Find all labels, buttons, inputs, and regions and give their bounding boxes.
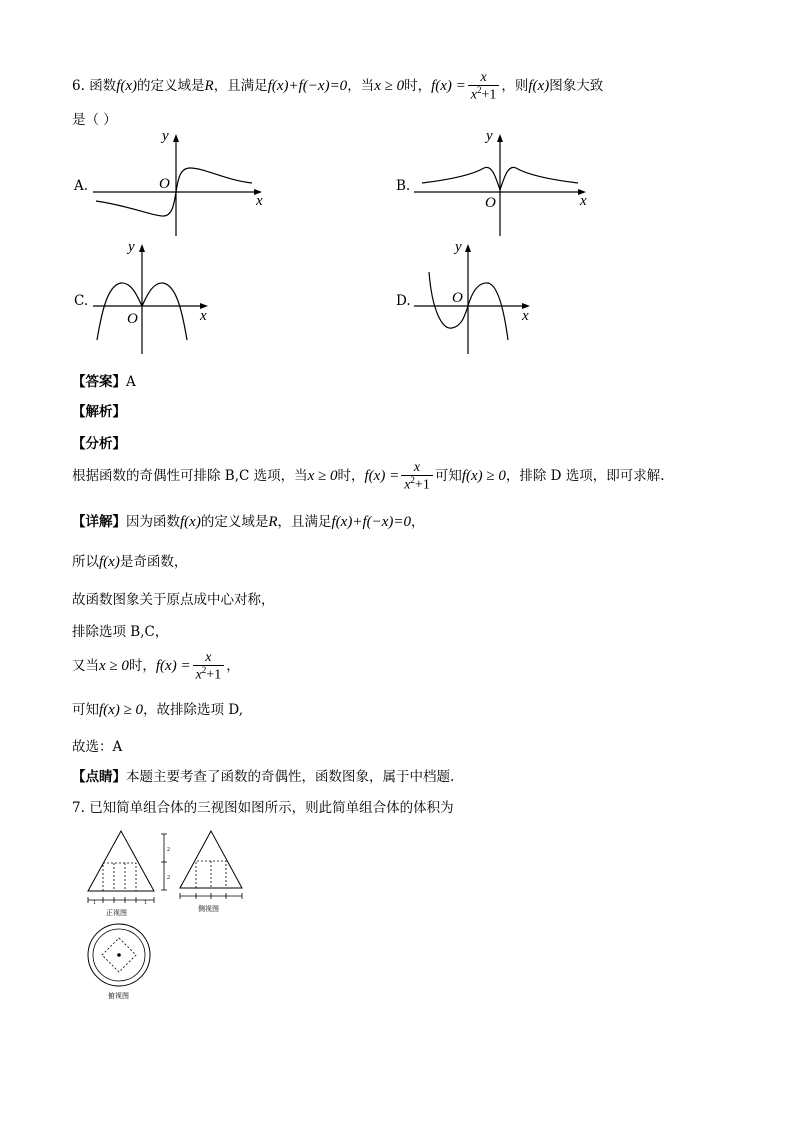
detail-text: 时，: [128, 658, 156, 675]
fraction: [193, 650, 225, 683]
detail-text: 的定义域是: [200, 514, 269, 530]
detail-line-2: [72, 550, 187, 571]
side-triangle: [180, 831, 242, 888]
detail-label: 【详解】: [72, 514, 126, 530]
detail-text: 是奇函数，: [119, 554, 188, 570]
detail-text: ，故排除选项 D,: [143, 702, 243, 718]
den-exp: 2: [410, 475, 415, 486]
fx-lhs: f(x) =: [431, 78, 466, 95]
option-c-label: C.: [74, 293, 89, 309]
y-axis-arrow: [497, 134, 503, 142]
stem-text: 函数: [89, 78, 117, 95]
answer-value: A: [126, 374, 136, 390]
option-d-label: D.: [396, 293, 411, 309]
fraction-numerator: x: [401, 460, 433, 476]
comment-line: [72, 765, 454, 785]
origin-label: O: [127, 311, 138, 327]
dim-label: 1: [93, 900, 96, 906]
function-name: f(x): [180, 514, 201, 530]
den-rest: +1: [481, 88, 497, 104]
y-label: y: [162, 128, 169, 144]
graph-c: [90, 240, 220, 360]
origin-label: O: [485, 195, 496, 211]
height-dimension: [158, 832, 174, 892]
y-axis-arrow: [173, 134, 179, 142]
x-condition: x ≥ 0: [99, 658, 129, 675]
option-b-label: B.: [396, 178, 411, 194]
comment-text: 本题主要考查了函数的奇偶性，函数图象，属于中档题.: [126, 769, 455, 785]
y-label: y: [486, 128, 493, 144]
detail-line-1: [72, 510, 425, 531]
function-name: f(x): [116, 78, 138, 95]
analysis-text: 可知: [434, 468, 462, 485]
graph-d: [412, 240, 542, 360]
function-name: f(x): [99, 554, 120, 570]
stem-text: 图象大致: [549, 78, 604, 95]
odd-condition: f(x)+f(−x)=0: [331, 514, 411, 530]
analysis-text: 时，: [337, 468, 365, 485]
den-x: x: [195, 668, 202, 684]
dim-label: 1: [144, 900, 147, 906]
answer-line: [72, 370, 136, 390]
den-rest: +1: [414, 478, 430, 494]
detail-line-6: [72, 698, 243, 719]
fraction-denominator: [401, 476, 433, 493]
front-triangle: [88, 831, 154, 891]
detail-text: 所以: [72, 554, 99, 570]
stem-text: ，且满足: [213, 78, 268, 95]
y-axis-arrow: [139, 244, 145, 252]
detail-line-5: [72, 650, 240, 683]
analysis-line: [72, 460, 665, 493]
domain-symbol: R: [268, 514, 278, 530]
y-axis-arrow: [465, 244, 471, 252]
den-exp: 2: [476, 85, 482, 96]
q7-text: 已知简单组合体的三视图如图所示，则此简单组合体的体积为: [89, 800, 454, 816]
den-exp: 2: [201, 665, 207, 676]
front-hidden-box: [103, 863, 136, 891]
graph-b: [412, 130, 592, 240]
fraction-denominator: [193, 666, 225, 683]
fraction: [401, 460, 433, 493]
domain-symbol: R: [204, 78, 214, 95]
question-number: 7.: [72, 800, 85, 816]
detail-line-7: 故选：A: [72, 739, 123, 755]
function-name: f(x): [528, 78, 550, 95]
graph-a: [90, 130, 270, 240]
apex-point: [117, 953, 121, 957]
fraction-numerator: x: [193, 650, 225, 666]
comment-label: 【点睛】: [72, 769, 126, 785]
option-a-label: A.: [74, 178, 89, 194]
origin-label: O: [452, 290, 463, 306]
detail-text: 可知: [72, 702, 99, 718]
answer-label: 【答案】: [72, 374, 126, 390]
side-view: [178, 828, 258, 918]
detail-line-3: 故函数图象关于原点成中心对称，: [72, 592, 275, 608]
question-number: 6.: [72, 78, 85, 95]
q6-stem-line1: [72, 70, 603, 103]
x-label: x: [522, 308, 529, 324]
fx-lhs: f(x) =: [155, 658, 191, 675]
fx-lhs: f(x) =: [364, 468, 400, 485]
den-x: x: [404, 478, 411, 494]
dim-label: 2: [167, 875, 170, 881]
stem-text: ，则: [501, 78, 529, 95]
y-label: y: [455, 239, 462, 255]
side-caption: 侧视图: [198, 905, 219, 913]
detail-text: 因为函数: [126, 514, 180, 530]
stem-text: 的定义域是: [137, 78, 205, 95]
analysis-label: 【解析】: [72, 404, 126, 420]
x-condition: x ≥ 0: [374, 78, 405, 95]
den-rest: +1: [206, 668, 222, 684]
fraction-denominator: [468, 86, 500, 103]
odd-condition: f(x)+f(−x)=0: [267, 78, 348, 95]
stem-text: ，当: [347, 78, 375, 95]
detail-text: ，: [226, 658, 240, 675]
fraction: [468, 70, 500, 103]
x-label: x: [256, 193, 263, 209]
x-condition: x ≥ 0: [307, 468, 338, 485]
q7-stem: [72, 796, 454, 816]
detail-text: ，: [411, 514, 425, 530]
fx-nonneg: f(x) ≥ 0: [461, 468, 506, 485]
front-caption: 正视图: [106, 909, 127, 917]
stem-text: 时，: [404, 78, 432, 95]
top-view: [84, 920, 160, 1002]
fraction-numerator: x: [468, 70, 500, 86]
detail-text: 又当: [72, 658, 99, 675]
x-label: x: [580, 193, 587, 209]
analysis-sub-label: 【分析】: [72, 436, 126, 452]
den-x: x: [470, 88, 477, 104]
fx-nonneg: f(x) ≥ 0: [99, 702, 144, 718]
dim-label: 2: [167, 847, 170, 853]
analysis-text: ，排除 D 选项，即可求解.: [505, 468, 665, 485]
analysis-text: 根据函数的奇偶性可排除 B,C 选项，当: [72, 468, 308, 485]
origin-label: O: [159, 176, 170, 192]
detail-line-4: 排除选项 B,C，: [72, 624, 169, 640]
detail-text: ，且满足: [277, 514, 332, 530]
y-label: y: [128, 239, 135, 255]
q6-stem-line2: 是（ ）: [72, 112, 117, 128]
top-caption: 俯视图: [108, 992, 129, 1000]
x-label: x: [200, 308, 207, 324]
